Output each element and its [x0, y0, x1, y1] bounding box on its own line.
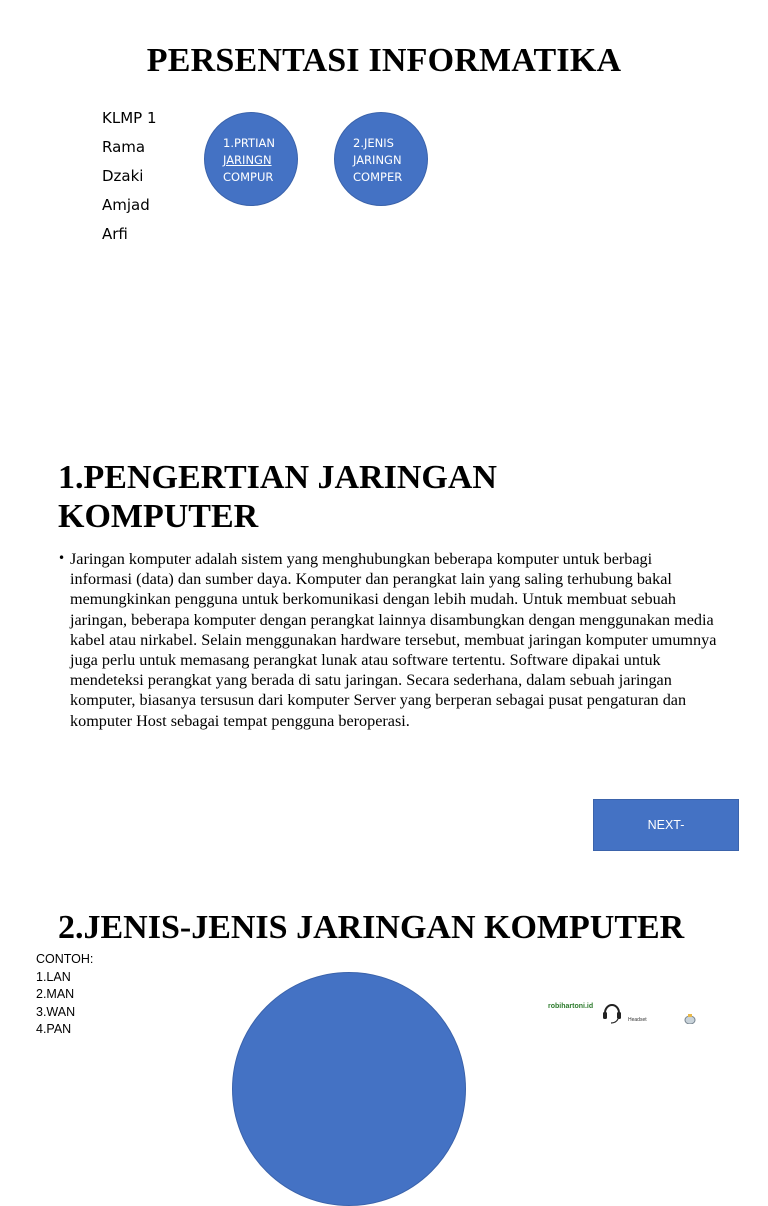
- diagram-circle: [232, 972, 466, 1206]
- link-circle-jenis[interactable]: [334, 112, 428, 206]
- logo-subtext: Headset: [628, 1017, 647, 1023]
- paragraph-text: Jaringan komputer adalah sistem yang menghubungkan beberapa komputer untuk berbagi informasi (data) dan sumber daya. Komputer dan perangkat lain yang saling terhubung bakal memungkinkan pengguna untuk berkomunikasi dengan lebih mudah. Untuk membuat sebuah jaringan, beberapa komputer dengan perangkat lainnya disambungkan dengan menggunakan media kabel atau nirkabel. Selain menggunakan hardware tersebut, membuat jaringan komputer umumnya juga perlu untuk memasang perangkat lunak atau software tertentu. Software dipakai untuk mendeteksi perangkat yang berada di satu jaringan. Secara sederhana, dalam sebuah jaringan komputer, biasanya tersusun dari komputer Server yang berperan sebagai pusat pengaturan dan komputer Host sebagai tempat pengguna beroperasi.: [70, 550, 717, 730]
- member-name: Amjad: [102, 196, 150, 214]
- circle-label-line: COMPUR: [223, 170, 274, 184]
- bullet-icon: •: [58, 551, 66, 565]
- example-heading: CONTOH:: [36, 952, 94, 966]
- example-item: 4.PAN: [36, 1022, 72, 1036]
- section-title-jenis: 2.JENIS-JENIS JARINGAN KOMPUTER: [58, 909, 685, 946]
- logo-text: robihartoni.id: [548, 1003, 594, 1010]
- example-item: 1.LAN: [36, 969, 71, 984]
- circle-label-link[interactable]: JARINGN: [223, 153, 272, 167]
- circle-label-line: 1.PRTIAN: [223, 136, 275, 150]
- circle-label-line: 2.JENIS: [353, 136, 394, 150]
- title-line: 1.PENGERTIAN JARINGAN: [58, 459, 497, 496]
- title-line: KOMPUTER: [58, 498, 259, 535]
- device-icon: [683, 1014, 697, 1024]
- member-name: Arfi: [102, 225, 128, 243]
- site-logo: [545, 998, 705, 1024]
- circle-label-line: COMPER: [353, 170, 403, 184]
- member-name: Rama: [102, 138, 146, 156]
- group-label: KLMP 1: [102, 109, 157, 127]
- body-paragraph: [58, 549, 718, 731]
- section-title-pengertian: [58, 458, 708, 536]
- group-member-list: [102, 104, 157, 249]
- example-item: 2.MAN: [36, 987, 75, 1001]
- circle-label-line: JARINGN: [353, 153, 402, 167]
- member-name: Dzaki: [102, 167, 144, 185]
- presentation-title: PERSENTASI INFORMATIKA: [146, 42, 622, 79]
- example-list: [36, 951, 93, 1039]
- link-circle-pengertian[interactable]: [204, 112, 298, 206]
- headset-icon: [601, 999, 623, 1024]
- example-item: 3.WAN: [36, 1004, 76, 1019]
- next-button[interactable]: NEXT-: [593, 799, 739, 851]
